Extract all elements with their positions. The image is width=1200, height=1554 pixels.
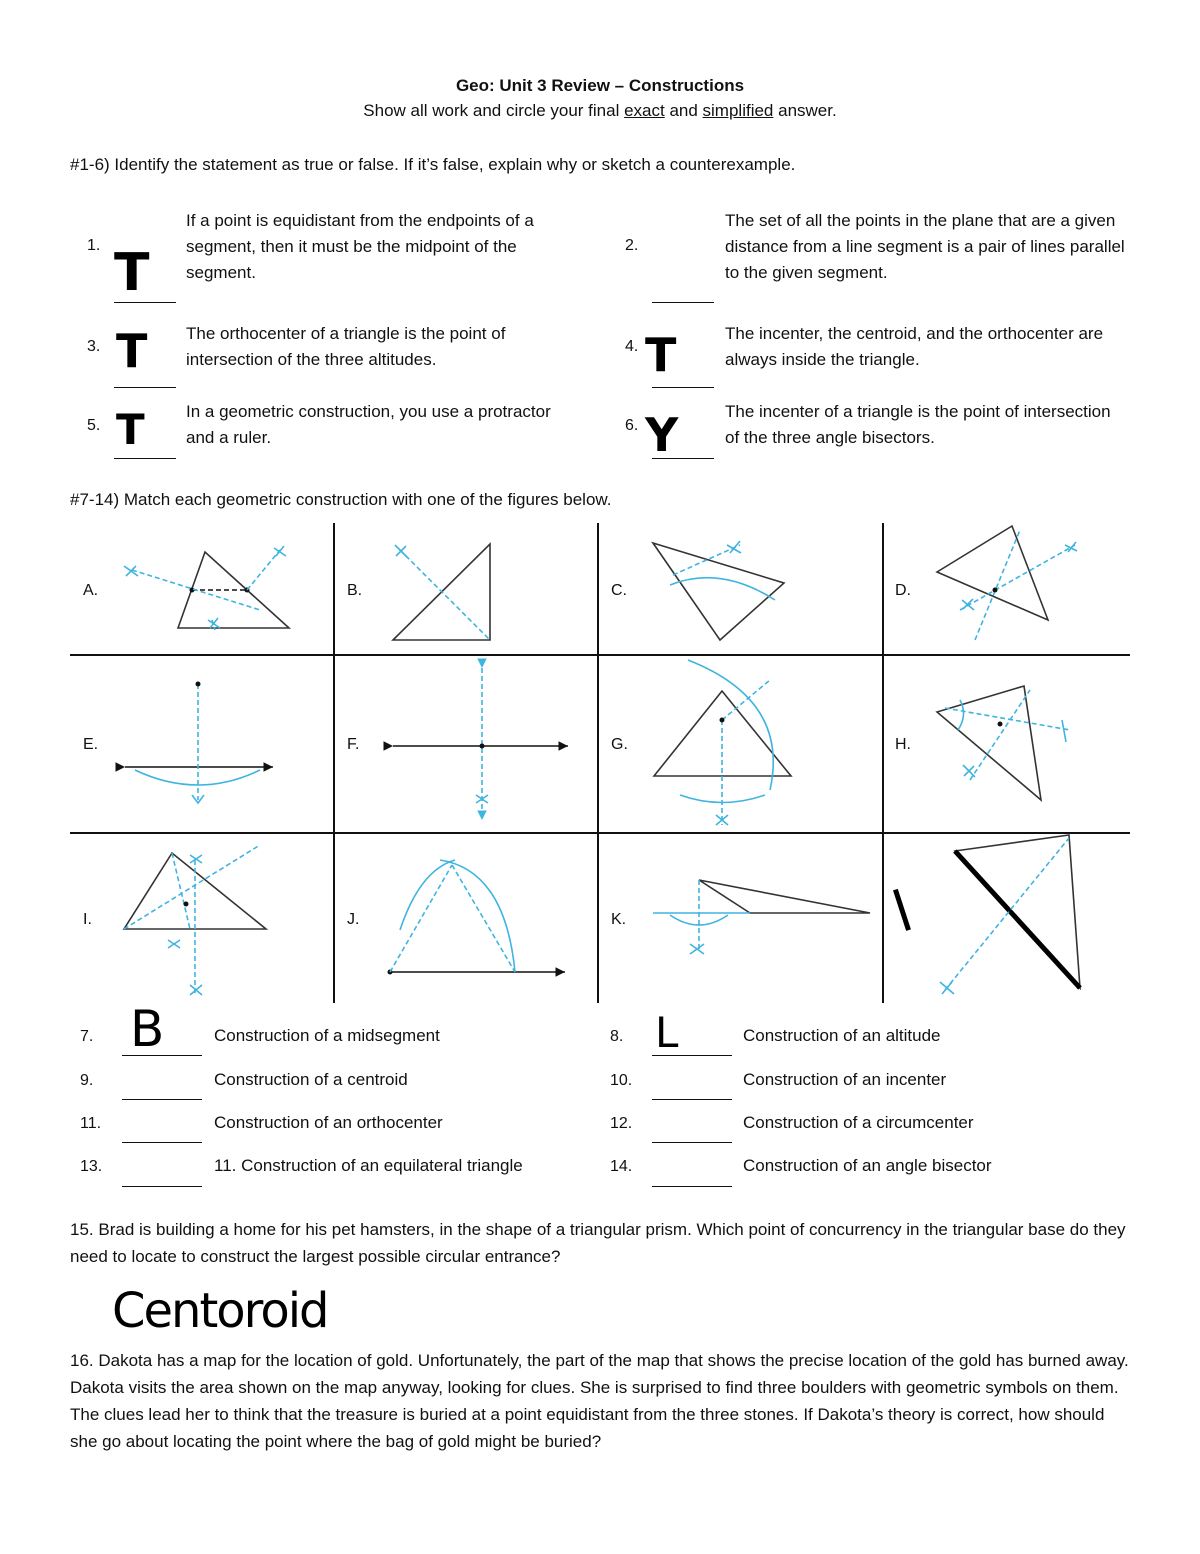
question-15-text: Brad is building a home for his pet hamsters, in the shape of a triangular prism. Which point of concurrency in the triangular base do they need to locate to construct the largest possible circular entrance?: [70, 1220, 1126, 1266]
tf-answer[interactable]: T: [645, 328, 677, 382]
subtitle-mid: and: [664, 101, 703, 120]
figure-label-f: F.: [347, 736, 360, 753]
figure-label-h: H.: [895, 736, 911, 753]
question-15-label: 15.: [70, 1220, 94, 1239]
match-number: 12.: [610, 1115, 633, 1132]
tf-statement: The set of all the points in the plane that are a given distance from a line segment is a pair of lines parallel to the given segment.: [725, 211, 1125, 282]
figure-c: [653, 541, 784, 640]
question-16-text: Dakota has a map for the location of gold. Unfortunately, the part of the map that shows the precise location of the gold has burned away. Dakota visits the area shown on the map anyway, looking for clues. She is surprised to find three boulders with geometric symbols on them. The clues lead her to think that the treasure is buried at a point equidistant from the three stones. If Dakota’s theory is correct, how should she go about locating the point where the bag of gold might be buried?: [70, 1351, 1129, 1451]
match-number: 7.: [80, 1028, 94, 1045]
subtitle-pre: Show all work and circle your final: [363, 101, 625, 120]
figure-label-j: J.: [347, 911, 360, 928]
figure-label-c: C.: [611, 582, 627, 599]
tf-number: 3.: [87, 338, 101, 355]
match-description: Construction of an incenter: [743, 1070, 947, 1089]
figure-d: [937, 526, 1077, 640]
tf-number: 6.: [625, 417, 639, 434]
match-answer-line[interactable]: [652, 1186, 732, 1187]
figure-j: [388, 860, 566, 975]
subtitle-post: answer.: [773, 101, 837, 120]
match-answer-line[interactable]: [652, 1142, 732, 1143]
question-16: [70, 1347, 1130, 1455]
section2-instruction: #7-14) Match each geometric construction with one of the figures below.: [70, 490, 612, 509]
match-number: 14.: [610, 1158, 633, 1175]
match-number: 8.: [610, 1028, 624, 1045]
tf-statement: In a geometric construction, you use a protractor and a ruler.: [186, 402, 551, 447]
figure-a: [124, 546, 289, 630]
figure-k: [653, 880, 870, 954]
figure-label-l-handwritten: l: [885, 879, 921, 946]
tf-statement: The incenter of a triangle is the point of intersection of the three angle bisectors.: [725, 402, 1111, 447]
match-answer-line: [122, 1055, 202, 1056]
section1-instruction: #1-6) Identify the statement as true or false. If it’s false, explain why or sketch a counterexample.: [70, 155, 796, 174]
figure-h: [937, 686, 1070, 800]
tf-answer[interactable]: T: [116, 405, 145, 454]
tf-answer[interactable]: T: [114, 243, 150, 303]
match-description: Construction of a midsegment: [214, 1026, 440, 1045]
match-answer-line[interactable]: [122, 1186, 202, 1187]
match-number: 10.: [610, 1072, 633, 1089]
figure-label-k: K.: [611, 911, 627, 928]
tf-number: 2.: [625, 237, 639, 254]
figure-label-a: A.: [83, 582, 99, 599]
match-number: 13.: [80, 1158, 103, 1175]
tf-answer[interactable]: Y: [645, 408, 679, 462]
tf-number: 1.: [87, 237, 101, 254]
match-answer[interactable]: B: [130, 1000, 165, 1058]
figure-e: [125, 682, 273, 804]
tf-answer[interactable]: T: [116, 324, 148, 378]
figure-f: [393, 668, 568, 820]
match-description: Construction of a circumcenter: [743, 1113, 974, 1132]
match-description: Construction of an angle bisector: [743, 1156, 992, 1175]
match-answer-line[interactable]: [122, 1142, 202, 1143]
figure-label-e: E.: [83, 736, 99, 753]
figure-b: [393, 544, 490, 640]
match-answer-line[interactable]: [122, 1099, 202, 1100]
figure-label-b: B.: [347, 582, 363, 599]
tf-statement: If a point is equidistant from the endpoints of a segment, then it must be the midpoint of the segment.: [186, 211, 534, 282]
tf-number: 5.: [87, 417, 101, 434]
subtitle-exact: exact: [624, 101, 665, 120]
subtitle-simplified: simplified: [702, 101, 774, 120]
match-description: 11. Construction of an equilateral triangle: [214, 1156, 523, 1175]
figure-l: [940, 835, 1080, 994]
match-number: 9.: [80, 1072, 94, 1089]
figure-i: [124, 845, 266, 995]
figure-label-d: D.: [895, 582, 911, 599]
match-answer-line[interactable]: [652, 1099, 732, 1100]
page-title: Geo: Unit 3 Review – Constructions: [455, 76, 745, 95]
match-description: Construction of an orthocenter: [214, 1113, 443, 1132]
question-15-answer[interactable]: Centoroid: [112, 1283, 328, 1339]
figure-g: [654, 660, 791, 825]
match-number: 11.: [80, 1115, 102, 1132]
match-answer-line: [652, 1055, 732, 1056]
tf-statement: The orthocenter of a triangle is the point of intersection of the three altitudes.: [186, 324, 506, 369]
figure-label-g: G.: [611, 736, 628, 753]
match-description: Construction of a centroid: [214, 1070, 408, 1089]
question-15: [70, 1216, 1130, 1270]
match-answer[interactable]: L: [655, 1008, 679, 1057]
tf-statement: The incenter, the centroid, and the orthocenter are always inside the triangle.: [725, 324, 1104, 369]
tf-number: 4.: [625, 338, 639, 355]
match-description: Construction of an altitude: [743, 1026, 941, 1045]
question-16-label: 16.: [70, 1351, 94, 1370]
figure-label-i: I.: [83, 911, 92, 928]
